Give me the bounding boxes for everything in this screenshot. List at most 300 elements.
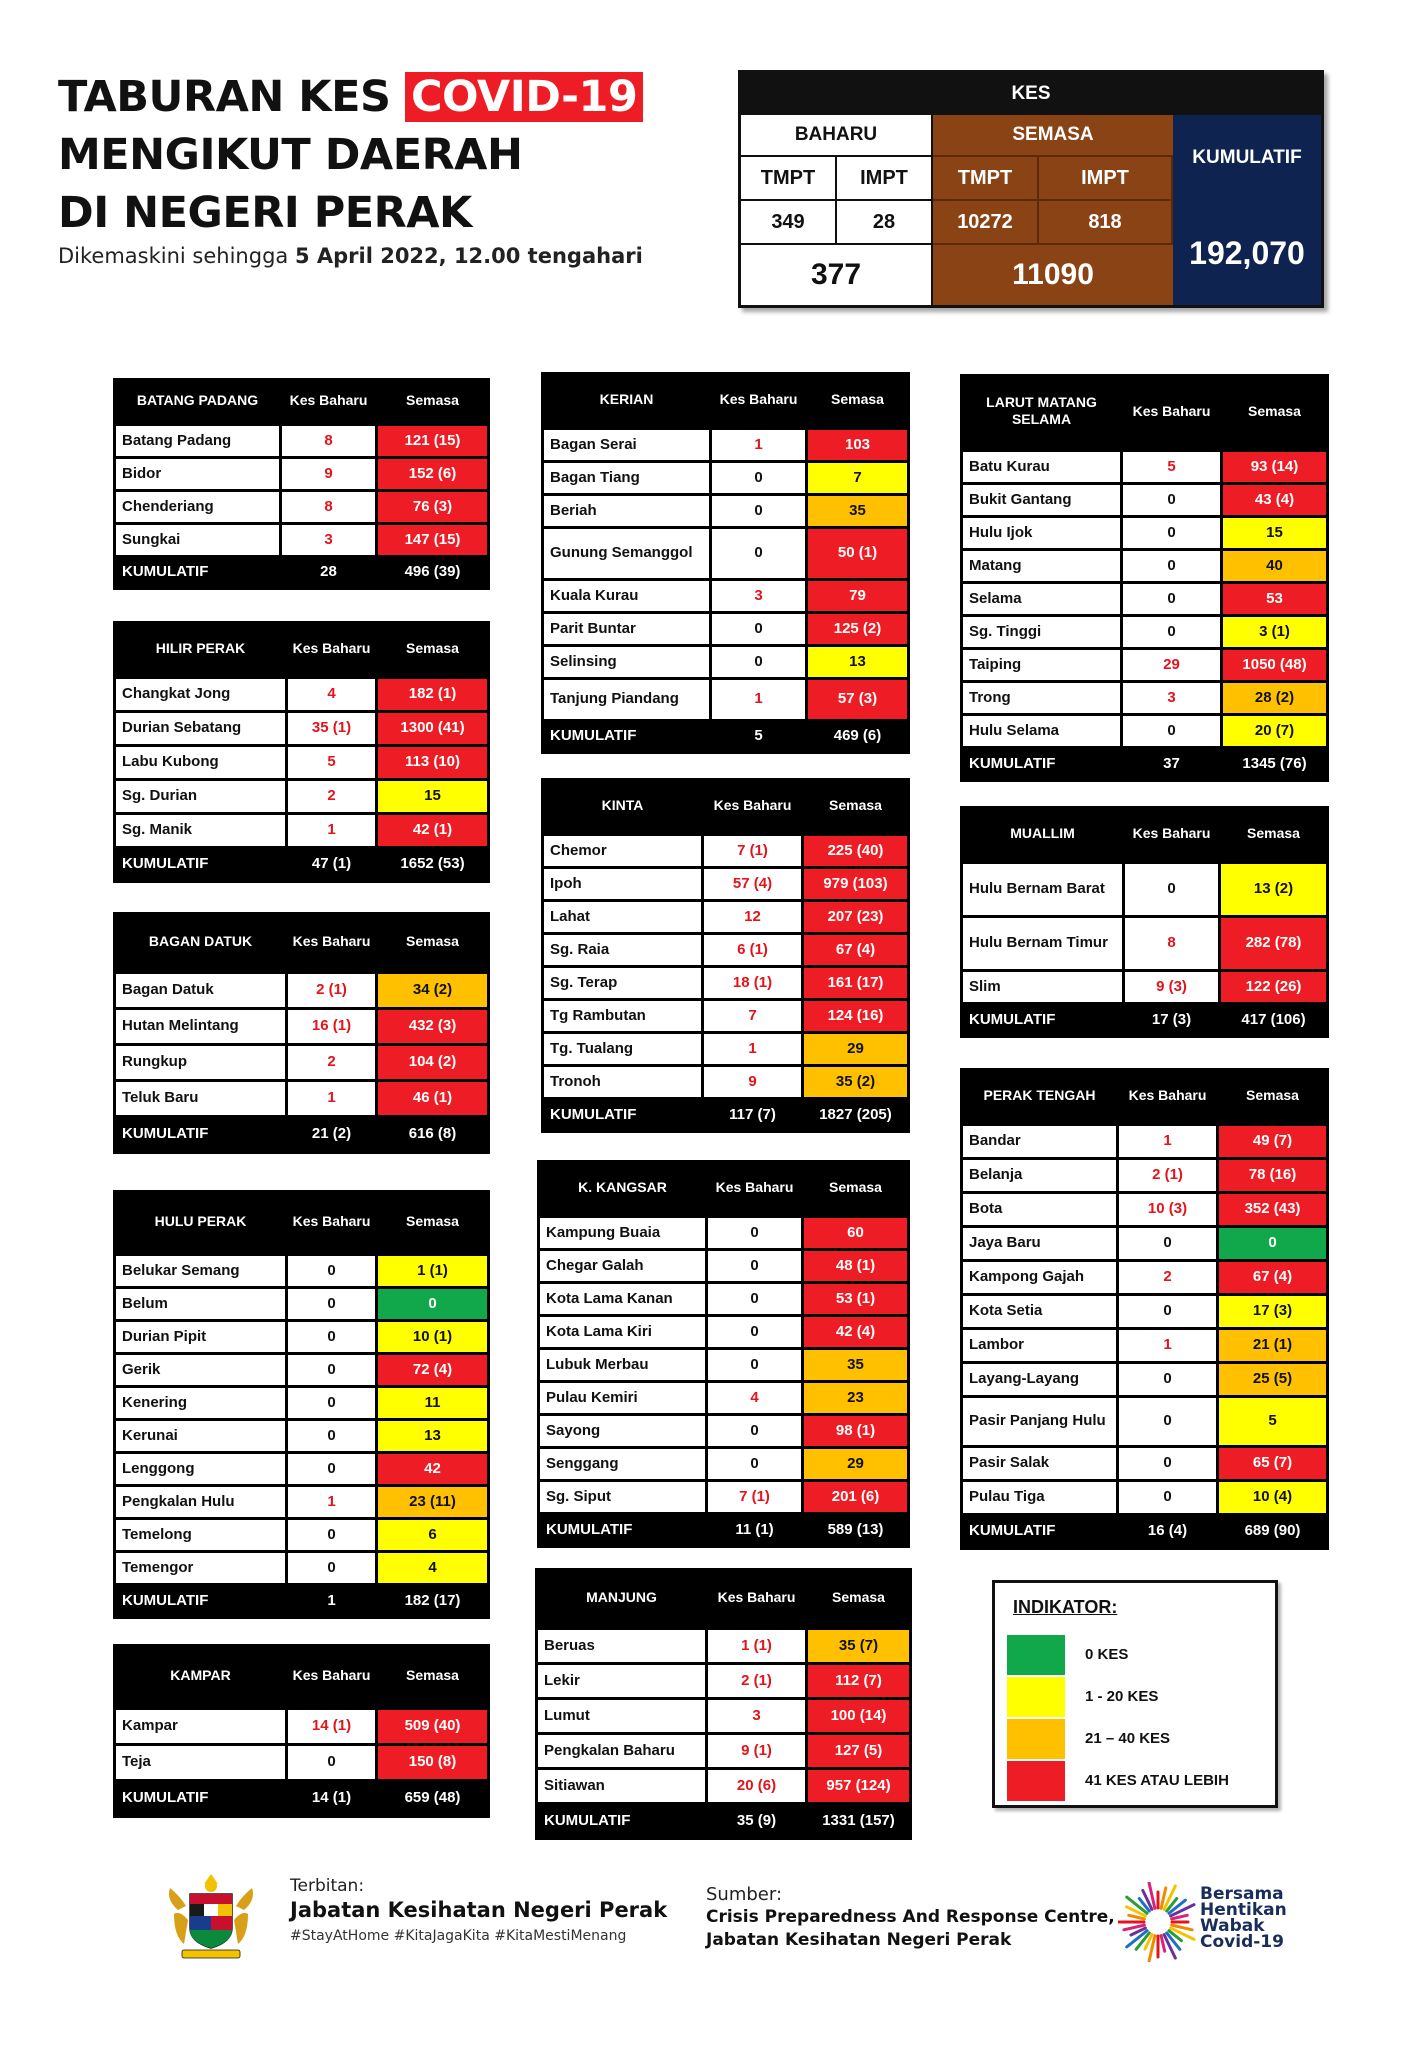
semasa-value: 432 (3) [377,1008,489,1044]
kumulatif-label: KUMULATIF [115,1584,287,1617]
semasa-value: 93 (14) [1222,450,1328,483]
table-row [543,933,909,966]
kes-baharu-value: 5 [1122,450,1222,483]
summary-baharu-impt: 28 [837,201,933,245]
semasa-value: 42 [377,1452,489,1485]
table-row [962,1396,1328,1446]
semasa-value: 53 (1) [803,1282,909,1315]
publisher-name: Jabatan Kesihatan Negeri Perak [290,1898,668,1922]
summary-head: KES [741,73,1321,115]
kes-baharu-value: 0 [1122,483,1222,516]
kes-baharu-value: 1 [287,813,377,847]
kes-baharu-value: 2 (1) [707,1663,807,1698]
kes-baharu-value: 0 [287,1386,377,1419]
table-row [115,1419,489,1452]
table-row [539,1216,909,1249]
semasa-value: 5 [1218,1396,1328,1446]
table-row [962,648,1328,681]
table-row [962,1328,1328,1362]
table-row [539,1447,909,1480]
kes-baharu-value: 57 (4) [703,867,803,900]
kumulatif-label: KUMULATIF [962,1003,1124,1036]
semasa-value: 150 (8) [377,1744,489,1780]
semasa-value: 201 (6) [803,1480,909,1513]
table-row [543,1032,909,1065]
kumulatif-row [115,1584,489,1617]
area-name: Pengkalan Hulu [115,1485,287,1518]
area-name: Gunung Semanggol [543,527,711,579]
table-row [543,527,909,579]
area-name: Hulu Ijok [962,516,1122,549]
title-highlight: COVID-19 [405,72,643,122]
table-row [537,1628,911,1663]
kumulatif-row [115,1780,489,1816]
kumulatif-label: KUMULATIF [115,847,287,881]
area-name: Chenderiang [115,490,281,523]
kes-baharu-value: 0 [1118,1294,1218,1328]
semasa-value: 78 (16) [1218,1158,1328,1192]
area-name: Trong [962,681,1122,714]
kes-baharu-value: 4 [707,1381,803,1414]
area-name: Lekir [537,1663,707,1698]
semasa-value: 11 [377,1386,489,1419]
table-row [962,916,1328,970]
table-row [962,549,1328,582]
semasa-value: 23 [803,1381,909,1414]
table-row [115,1386,489,1419]
kes-baharu-value: 0 [287,1353,377,1386]
area-name: Hutan Melintang [115,1008,287,1044]
kes-baharu-header: Kes Baharu [281,378,377,424]
kes-baharu-value: 0 [711,461,807,494]
area-name: Kenering [115,1386,287,1419]
area-name: Kerunai [115,1419,287,1452]
area-name: Slim [962,970,1124,1003]
kes-baharu-value: 0 [711,612,807,645]
semasa-header: Semasa [803,1160,909,1216]
semasa-value: 79 [807,579,909,612]
kumulatif-kes-baharu: 14 (1) [287,1780,377,1816]
area-name: Temengor [115,1551,287,1584]
table-row [543,612,909,645]
table-row [543,579,909,612]
kumulatif-row [115,1116,489,1152]
kes-baharu-value: 0 [1118,1362,1218,1396]
area-name: Belukar Semang [115,1254,287,1287]
table-row [115,457,489,490]
area-name: Changkat Jong [115,677,287,711]
table-row [962,1480,1328,1514]
table-row [543,900,909,933]
table-row [115,1320,489,1353]
district-table-hilir-perak [113,621,490,883]
table-row [962,1226,1328,1260]
semasa-header: Semasa [1218,1068,1328,1124]
kumulatif-kes-baharu: 1 [287,1584,377,1617]
district-name-header: PERAK TENGAH [962,1068,1118,1124]
kes-baharu-value: 1 [287,1080,377,1116]
kes-baharu-value: 0 [287,1254,377,1287]
table-row [962,483,1328,516]
semasa-value: 207 (23) [803,900,909,933]
area-name: Labu Kubong [115,745,287,779]
kes-baharu-value: 0 [707,1315,803,1348]
district-table-kerian [541,372,910,754]
semasa-value: 20 (7) [1222,714,1328,747]
area-name: Hulu Bernam Timur [962,916,1124,970]
district-name-header: LARUT MATANG SELAMA [962,374,1122,450]
campaign-slogan: Bersama Hentikan Wabak Covid-19 [1200,1884,1287,1952]
table-row [537,1698,911,1733]
semasa-value: 10 (1) [377,1320,489,1353]
kumulatif-semasa: 689 (90) [1218,1514,1328,1548]
kumulatif-label: KUMULATIF [543,720,711,752]
district-name-header: HULU PERAK [115,1190,287,1254]
indicator-item [1007,1761,1267,1801]
semasa-value: 15 [377,779,489,813]
semasa-value: 57 (3) [807,678,909,720]
kes-baharu-value: 3 [1122,681,1222,714]
kumulatif-semasa: 1652 (53) [377,847,489,881]
semasa-value: 50 (1) [807,527,909,579]
semasa-value: 42 (4) [803,1315,909,1348]
area-name: Lambor [962,1328,1118,1362]
semasa-value: 65 (7) [1218,1446,1328,1480]
indicator-item [1007,1635,1267,1675]
area-name: Hulu Selama [962,714,1122,747]
source-label: Sumber: [706,1884,783,1905]
kes-baharu-value: 10 (3) [1118,1192,1218,1226]
semasa-value: 4 [377,1551,489,1584]
indicator-swatch [1007,1635,1065,1675]
semasa-value: 1300 (41) [377,711,489,745]
kes-baharu-value: 0 [1122,582,1222,615]
kes-baharu-value: 0 [287,1320,377,1353]
table-row [543,1065,909,1098]
kes-baharu-header: Kes Baharu [287,1190,377,1254]
kes-baharu-header: Kes Baharu [287,1644,377,1708]
kumulatif-kes-baharu: 35 (9) [707,1803,807,1838]
table-row [537,1768,911,1803]
kes-baharu-value: 0 [711,494,807,527]
area-name: Senggang [539,1447,707,1480]
semasa-value: 122 (26) [1220,970,1328,1003]
summary-baharu-tmpt-label: TMPT [741,157,837,201]
area-name: Durian Pipit [115,1320,287,1353]
table-row [539,1348,909,1381]
district-name-header: MUALLIM [962,806,1124,862]
kumulatif-semasa: 182 (17) [377,1584,489,1617]
area-name: Matang [962,549,1122,582]
kes-baharu-value: 0 [707,1216,803,1249]
semasa-value: 3 (1) [1222,615,1328,648]
kes-baharu-value: 0 [707,1447,803,1480]
semasa-value: 53 [1222,582,1328,615]
area-name: Rungkup [115,1044,287,1080]
semasa-value: 100 (14) [807,1698,911,1733]
area-name: Bota [962,1192,1118,1226]
table-row [115,745,489,779]
district-name-header: KINTA [543,778,703,834]
area-name: Pengkalan Baharu [537,1733,707,1768]
table-row [115,1744,489,1780]
table-row [962,681,1328,714]
area-name: Kota Lama Kiri [539,1315,707,1348]
kes-baharu-value: 18 (1) [703,966,803,999]
semasa-value: 35 (2) [803,1065,909,1098]
area-name: Temelong [115,1518,287,1551]
kes-baharu-value: 35 (1) [287,711,377,745]
kumulatif-label: KUMULATIF [115,1116,287,1152]
kumulatif-row [115,847,489,881]
table-row [115,1551,489,1584]
summary-semasa-impt: 818 [1039,201,1173,245]
coat-of-arms-logo [160,1870,262,1962]
kes-baharu-header: Kes Baharu [287,621,377,677]
area-name: Durian Sebatang [115,711,287,745]
indicator-label: 0 KES [1085,1646,1129,1663]
kes-baharu-value: 1 [711,428,807,461]
area-name: Sitiawan [537,1768,707,1803]
table-row [115,779,489,813]
kes-baharu-value: 0 [1118,1446,1218,1480]
semasa-value: 35 [803,1348,909,1381]
table-row [115,711,489,745]
semasa-value: 113 (10) [377,745,489,779]
table-row [539,1414,909,1447]
kumulatif-kes-baharu: 5 [711,720,807,752]
kumulatif-row [962,1514,1328,1548]
indicator-label: 41 KES ATAU LEBIH [1085,1772,1229,1789]
kes-baharu-value: 0 [1118,1226,1218,1260]
kumulatif-kes-baharu: 16 (4) [1118,1514,1218,1548]
semasa-value: 1050 (48) [1222,648,1328,681]
table-row [962,1124,1328,1158]
kes-baharu-value: 6 (1) [703,933,803,966]
area-name: Tg. Tualang [543,1032,703,1065]
table-row [115,1044,489,1080]
semasa-value: 124 (16) [803,999,909,1032]
area-name: Gerik [115,1353,287,1386]
kes-baharu-value: 12 [703,900,803,933]
kumulatif-semasa: 469 (6) [807,720,909,752]
semasa-value: 0 [1218,1226,1328,1260]
kes-baharu-value: 0 [707,1414,803,1447]
district-name-header: MANJUNG [537,1568,707,1628]
source-text: Crisis Preparedness And Response Centre, Jabatan Kesihatan Negeri Perak [706,1907,1115,1950]
area-name: Parit Buntar [543,612,711,645]
table-row [115,1080,489,1116]
table-row [962,582,1328,615]
table-row [543,494,909,527]
area-name: Belum [115,1287,287,1320]
area-name: Bidor [115,457,281,490]
kumulatif-label: KUMULATIF [537,1803,707,1838]
area-name: Chegar Galah [539,1249,707,1282]
table-row [115,1485,489,1518]
district-table-batang-padang [113,378,490,590]
semasa-value: 25 (5) [1218,1362,1328,1396]
area-name: Hulu Bernam Barat [962,862,1124,916]
kes-baharu-value: 2 (1) [287,972,377,1008]
kumulatif-label: KUMULATIF [115,1780,287,1816]
kumulatif-semasa: 1331 (157) [807,1803,911,1838]
kes-baharu-value: 9 (3) [1124,970,1220,1003]
kes-baharu-value: 3 [281,523,377,556]
title-line-2: MENGIKUT DAERAH [58,130,523,180]
table-row [543,461,909,494]
kumulatif-row [962,1003,1328,1036]
kes-baharu-value: 7 (1) [703,834,803,867]
area-name: Beriah [543,494,711,527]
kumulatif-semasa: 1345 (76) [1222,747,1328,780]
page-title [58,68,643,242]
kes-baharu-value: 0 [1122,615,1222,648]
summary-semasa-tmpt-label: TMPT [933,157,1039,201]
summary-semasa-label: SEMASA [933,115,1173,157]
kumulatif-kes-baharu: 47 (1) [287,847,377,881]
semasa-value: 957 (124) [807,1768,911,1803]
area-name: Sg. Siput [539,1480,707,1513]
kes-baharu-value: 1 [1118,1124,1218,1158]
area-name: Sg. Raia [543,933,703,966]
kes-baharu-value: 0 [711,527,807,579]
semasa-value: 17 (3) [1218,1294,1328,1328]
kes-baharu-value: 29 [1122,648,1222,681]
area-name: Teja [115,1744,287,1780]
kumulatif-row [962,747,1328,780]
area-name: Sg. Durian [115,779,287,813]
summary-baharu-label: BAHARU [741,115,933,157]
area-name: Belanja [962,1158,1118,1192]
area-name: Pulau Tiga [962,1480,1118,1514]
table-row [543,428,909,461]
kes-baharu-value: 9 (1) [707,1733,807,1768]
kumulatif-semasa: 589 (13) [803,1513,909,1546]
semasa-header: Semasa [807,372,909,428]
kes-baharu-value: 1 (1) [707,1628,807,1663]
semasa-header: Semasa [377,378,489,424]
area-name: Layang-Layang [962,1362,1118,1396]
semasa-value: 23 (11) [377,1485,489,1518]
area-name: Kampar [115,1708,287,1744]
district-name-header: HILIR PERAK [115,621,287,677]
semasa-value: 225 (40) [803,834,909,867]
semasa-value: 104 (2) [377,1044,489,1080]
area-name: Kampung Buaia [539,1216,707,1249]
semasa-header: Semasa [803,778,909,834]
semasa-value: 125 (2) [807,612,909,645]
table-row [962,1158,1328,1192]
semasa-value: 29 [803,1447,909,1480]
table-row [543,966,909,999]
kumulatif-semasa: 659 (48) [377,1780,489,1816]
semasa-value: 147 (15) [377,523,489,556]
semasa-value: 6 [377,1518,489,1551]
indicator-swatch [1007,1761,1065,1801]
kes-baharu-value: 0 [707,1348,803,1381]
indicator-label: 21 – 40 KES [1085,1730,1171,1747]
indicator-swatch [1007,1719,1065,1759]
kumulatif-kes-baharu: 37 [1122,747,1222,780]
semasa-value: 352 (43) [1218,1192,1328,1226]
table-row [962,1362,1328,1396]
semasa-value: 13 [807,645,909,678]
kumulatif-label: KUMULATIF [962,1514,1118,1548]
table-row [543,645,909,678]
semasa-value: 0 [377,1287,489,1320]
semasa-value: 1 (1) [377,1254,489,1287]
table-row [962,970,1328,1003]
table-row [115,1287,489,1320]
title-line-3: DI NEGERI PERAK [58,188,472,238]
kumulatif-kes-baharu: 17 (3) [1124,1003,1220,1036]
kumulatif-label: KUMULATIF [543,1098,703,1131]
area-name: Sayong [539,1414,707,1447]
table-row [115,1254,489,1287]
district-name-header: KERIAN [543,372,711,428]
kes-baharu-value: 16 (1) [287,1008,377,1044]
area-name: Beruas [537,1628,707,1663]
kumulatif-semasa: 1827 (205) [803,1098,909,1131]
district-name-header: KAMPAR [115,1644,287,1708]
semasa-value: 127 (5) [807,1733,911,1768]
area-name: Kuala Kurau [543,579,711,612]
indicator-title: INDIKATOR: [1013,1597,1118,1617]
summary-semasa-tmpt: 10272 [933,201,1039,245]
kes-baharu-value: 0 [287,1287,377,1320]
semasa-value: 28 (2) [1222,681,1328,714]
kes-baharu-value: 8 [1124,916,1220,970]
kumulatif-label: KUMULATIF [962,747,1122,780]
table-row [115,1008,489,1044]
area-name: Selama [962,582,1122,615]
summary-semasa-total: 11090 [933,245,1173,305]
semasa-value: 42 (1) [377,813,489,847]
district-name-header: BATANG PADANG [115,378,281,424]
kes-baharu-value: 3 [711,579,807,612]
area-name: Tg Rambutan [543,999,703,1032]
district-table-kampar [113,1644,490,1818]
semasa-value: 40 [1222,549,1328,582]
title-line-1: TABURAN KES [58,72,405,122]
semasa-header: Semasa [807,1568,911,1628]
kes-baharu-value: 0 [1124,862,1220,916]
kumulatif-kes-baharu: 28 [281,556,377,588]
kes-baharu-value: 0 [1122,714,1222,747]
table-row [115,1518,489,1551]
semasa-value: 13 [377,1419,489,1452]
kes-baharu-value: 0 [1118,1480,1218,1514]
semasa-value: 60 [803,1216,909,1249]
kes-baharu-value: 0 [1122,549,1222,582]
table-row [115,424,489,457]
area-name: Teluk Baru [115,1080,287,1116]
summary-semasa-impt-label: IMPT [1039,157,1173,201]
kes-baharu-value: 1 [703,1032,803,1065]
hashtags: #StayAtHome #KitaJagaKita #KitaMestiMenang [290,1928,627,1944]
semasa-value: 35 (7) [807,1628,911,1663]
area-name: Jaya Baru [962,1226,1118,1260]
kes-baharu-value: 0 [707,1249,803,1282]
semasa-value: 67 (4) [803,933,909,966]
table-row [543,867,909,900]
semasa-value: 509 (40) [377,1708,489,1744]
kumulatif-kes-baharu: 11 (1) [707,1513,803,1546]
table-row [539,1315,909,1348]
semasa-value: 121 (15) [377,424,489,457]
table-row [543,999,909,1032]
